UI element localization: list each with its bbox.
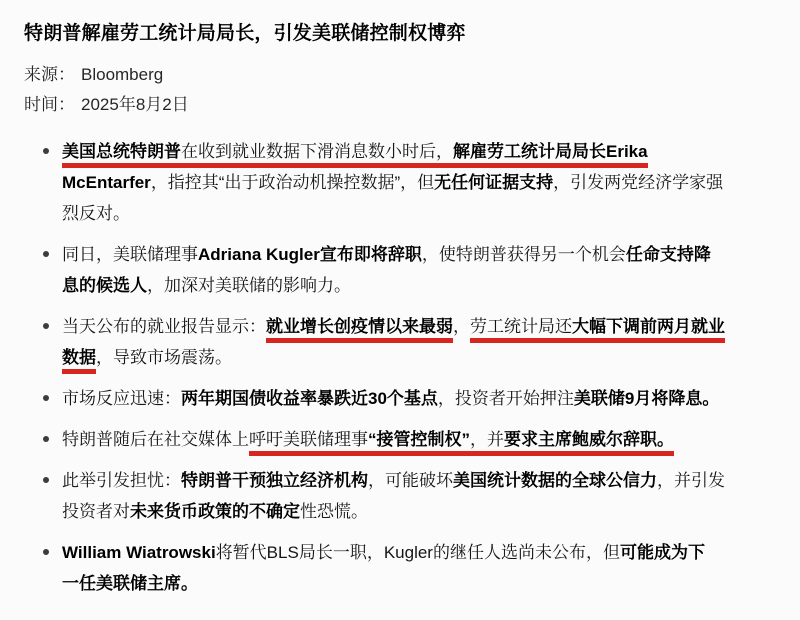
- red-underlined-text: 要求主席鲍威尔辞职。: [504, 430, 674, 456]
- list-item: [62, 424, 774, 455]
- text-segment: ，使特朗普获得另一个机会: [421, 245, 626, 264]
- text-segment: 特朗普随后在社交媒体上: [62, 430, 249, 449]
- text-segment: ，引发两党经济学家强: [553, 173, 724, 192]
- page-title: 特朗普解雇劳工统计局局长，引发美联储控制权博弈: [24, 23, 466, 44]
- bold-text: 无任何证据支持: [434, 173, 554, 192]
- date-label: 时间：: [24, 95, 75, 114]
- bold-text: 美国统计数据的全球公信力: [453, 471, 657, 490]
- bold-text: William Wiatrowski: [62, 543, 216, 562]
- list-item: [62, 311, 774, 373]
- text-segment: ，: [453, 317, 470, 336]
- list-item: [62, 383, 774, 414]
- bold-text: 息的候选人: [62, 276, 147, 295]
- text-segment: 烈反对。: [62, 204, 130, 223]
- bullet-dot-icon: [43, 549, 49, 555]
- bold-text: 特朗普干预独立经济机构: [181, 471, 368, 490]
- bold-text: 两年期国债收益率暴跌近30个基点: [181, 389, 438, 408]
- red-underlined-text: 在收到就业数据下滑消息数小时后，: [181, 142, 453, 168]
- source-value: Bloomberg: [81, 65, 164, 84]
- bold-text: 一任美联储主席。: [62, 574, 198, 593]
- bullet-dot-icon: [43, 477, 49, 483]
- text-segment: ，可能破坏: [368, 471, 453, 490]
- bold-text: 任命支持降: [625, 245, 711, 264]
- bold-text: 美联储9月将降息。: [573, 389, 720, 408]
- text-segment: ，并引发: [657, 471, 725, 490]
- list-item: [62, 465, 774, 527]
- text-segment: 当天公布的就业报告显示：: [62, 317, 266, 336]
- red-underlined-text: 数据: [62, 348, 96, 374]
- text-segment: ，加深对美联储的影响力。: [147, 276, 351, 295]
- bullet-dot-icon: [43, 436, 49, 442]
- list-item: [62, 239, 774, 301]
- bullet-dot-icon: [43, 148, 49, 154]
- text-segment: 同日，美联储理事: [62, 245, 198, 264]
- bold-text: McEntarfer: [62, 173, 151, 192]
- text-segment: 将暂代BLS局长一职，Kugler的继任人选尚未公布，但: [215, 543, 620, 562]
- bullet-dot-icon: [43, 395, 49, 401]
- list-item: [62, 136, 774, 229]
- source-label: 来源：: [24, 65, 75, 84]
- source-row: [24, 60, 778, 90]
- text-segment: ，投资者开始押注: [437, 389, 574, 408]
- red-underlined-text: ，并: [470, 430, 504, 456]
- text-segment: 市场反应迅速：: [62, 389, 181, 408]
- date-row: [24, 90, 778, 120]
- red-underlined-text: 就业增长创疫情以来最弱: [266, 317, 453, 343]
- text-segment: 性恐慌。: [300, 502, 368, 521]
- bullet-dot-icon: [43, 251, 49, 257]
- red-underlined-text: “接管控制权”: [368, 430, 470, 456]
- bold-text: 可能成为下: [619, 543, 705, 562]
- bullet-dot-icon: [43, 323, 49, 329]
- red-underlined-text: 解雇劳工统计局局长Erika: [453, 142, 648, 168]
- text-segment: 此举引发担忧：: [62, 471, 181, 490]
- red-underlined-text: 呼吁美联储理事: [249, 430, 368, 456]
- bold-text: Adriana Kugler宣布即将辞职: [198, 245, 422, 264]
- red-underlined-text: 美国总统特朗普: [62, 142, 181, 168]
- list-item: [62, 537, 774, 599]
- bold-text: 未来货币政策的不确定: [130, 502, 300, 521]
- red-underlined-text: 大幅下调前两月就业: [572, 317, 725, 343]
- text-segment: ，指控其“出于政治动机操控数据”，但: [150, 173, 435, 192]
- text-segment: 投资者对: [62, 502, 130, 521]
- red-underlined-text: 劳工统计局还: [470, 317, 572, 343]
- summary-list: [24, 136, 774, 599]
- text-segment: ，导致市场震荡。: [96, 348, 232, 367]
- date-value: 2025年8月2日: [81, 95, 189, 114]
